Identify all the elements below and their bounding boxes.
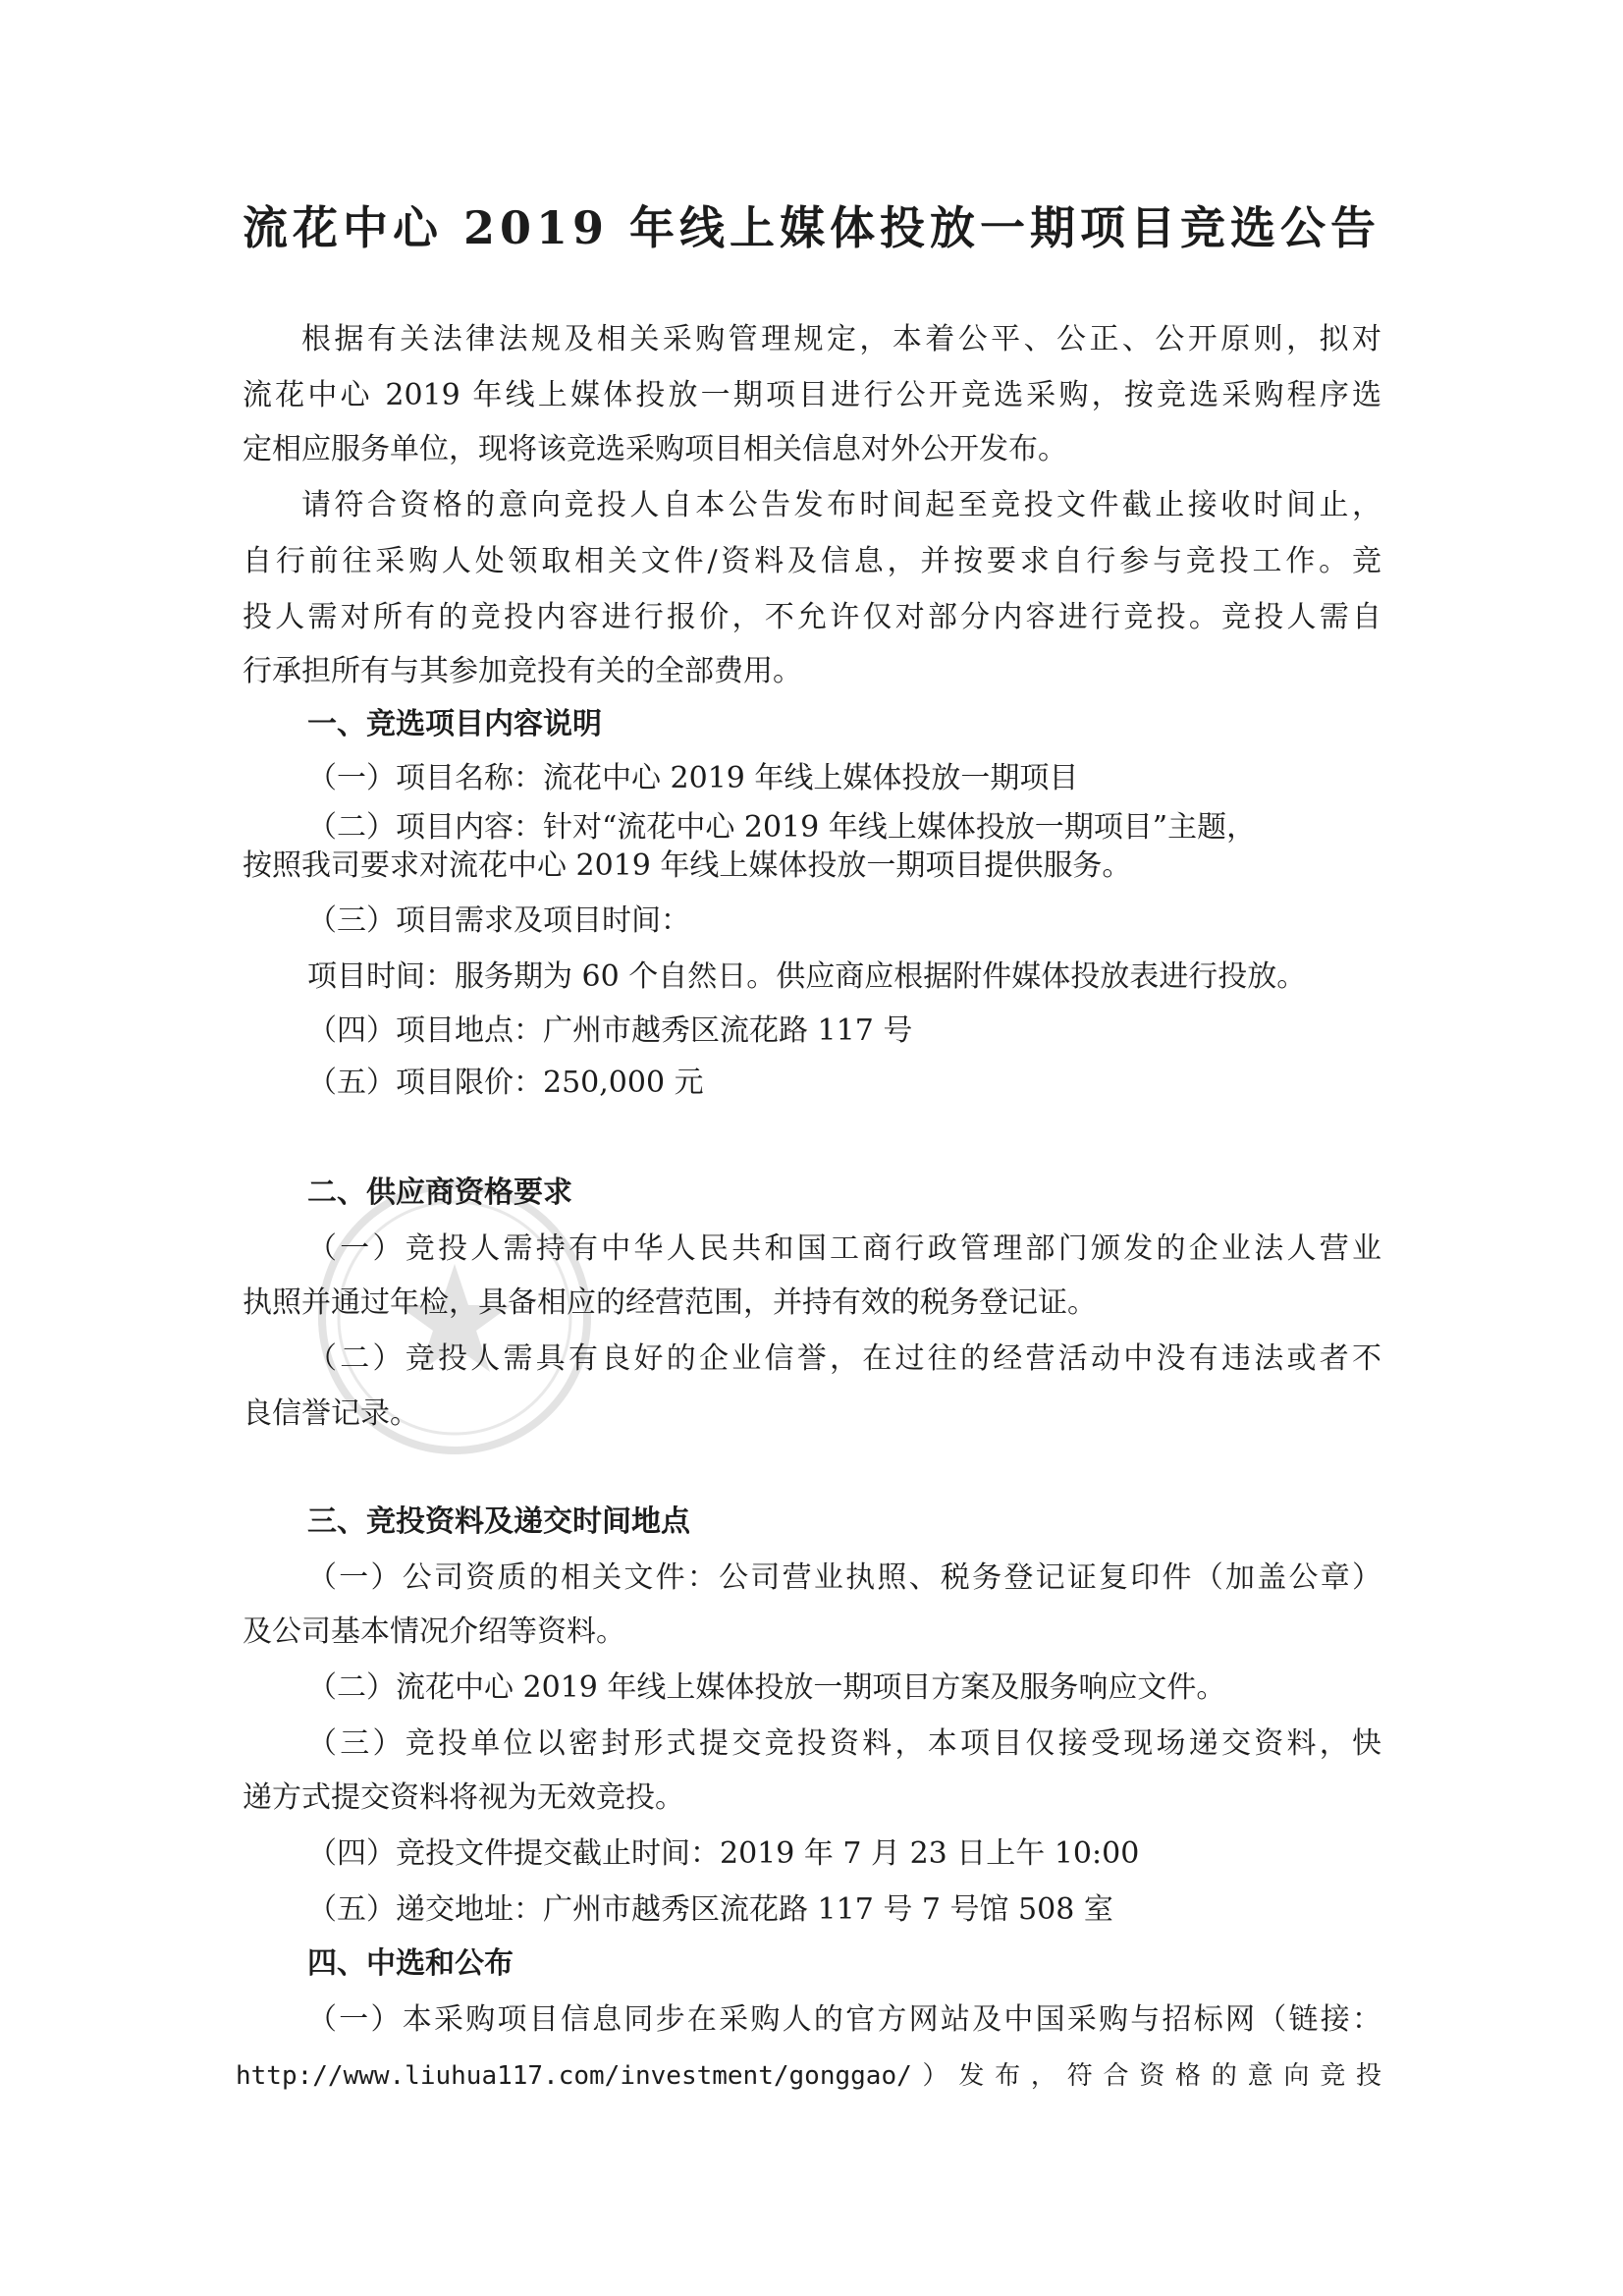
list-item: 递方式提交资料将视为无效竞投。 [243,1780,684,1815]
list-item: （一）本采购项目信息同步在采购人的官方网站及中国采购与招标网（链接： [307,2002,1381,2037]
list-item: （一）公司资质的相关文件：公司营业执照、税务登记证复印件（加盖公章） [307,1560,1381,1595]
list-item: 良信誉记录。 [243,1396,419,1431]
paragraph-line: 请符合资格的意向竞投人自本公告发布时间起至竞投文件截止接收时间止， [301,488,1381,522]
section-heading: 三、竞投资料及递交时间地点 [307,1504,690,1539]
section-heading: 四、中选和公布 [307,1946,514,1981]
list-item: （二）项目内容：针对“流花中心 2019 年线上媒体投放一期项目”主题， [307,810,1257,845]
list-item: （四）项目地点：广州市越秀区流花路 117 号 [307,1013,913,1048]
list-item: （五）项目限价：250,000 元 [307,1066,704,1100]
page-title: 流花中心 2019 年线上媒体投放一期项目竞选公告 [242,201,1381,254]
list-item: （二）流花中心 2019 年线上媒体投放一期项目方案及服务响应文件。 [307,1670,1226,1705]
list-item-link-line: http://www.liuhua117.com/investment/gonggao/）发布，符合资格的意向竞投 [236,2061,1381,2091]
list-item: 项目时间：服务期为 60 个自然日。供应商应根据附件媒体投放表进行投放。 [307,959,1307,994]
paragraph-line: 自行前往采购人处领取相关文件/资料及信息，并按要求自行参与竞投工作。竞 [243,544,1381,578]
paragraph-line: 投人需对所有的竞投内容进行报价，不允许仅对部分内容进行竞投。竞投人需自 [243,600,1381,634]
list-item: （四）竞投文件提交截止时间：2019 年 7 月 23 日上午 10:00 [307,1836,1140,1871]
section-heading: 二、供应商资格要求 [307,1175,572,1210]
list-item: 及公司基本情况介绍等资料。 [243,1614,625,1649]
paragraph-line: 定相应服务单位，现将该竞选采购项目相关信息对外公开发布。 [243,432,1067,466]
paragraph-line: 行承担所有与其参加竞投有关的全部费用。 [243,654,802,688]
list-item: （三）项目需求及项目时间： [307,903,690,938]
paragraph-line: 根据有关法律法规及相关采购管理规定，本着公平、公正、公开原则，拟对 [301,322,1381,356]
list-item: 执照并通过年检，具备相应的经营范围，并持有效的税务登记证。 [243,1285,1097,1320]
list-item: （一）项目名称：流花中心 2019 年线上媒体投放一期项目 [307,761,1079,795]
list-item: （三）竞投单位以密封形式提交竞投资料，本项目仅接受现场递交资料，快 [307,1726,1381,1761]
list-item: （二）竞投人需具有良好的企业信誉，在过往的经营活动中没有违法或者不 [307,1341,1381,1376]
paragraph-line: 流花中心 2019 年线上媒体投放一期项目进行公开竞选采购，按竞选采购程序选 [243,378,1381,412]
list-item: 按照我司要求对流花中心 2019 年线上媒体投放一期项目提供服务。 [243,848,1132,883]
list-item: （一）竞投人需持有中华人民共和国工商行政管理部门颁发的企业法人营业 [307,1231,1381,1266]
list-item: （五）递交地址：广州市越秀区流花路 117 号 7 号馆 508 室 [307,1892,1113,1927]
section-heading: 一、竞选项目内容说明 [307,707,602,741]
